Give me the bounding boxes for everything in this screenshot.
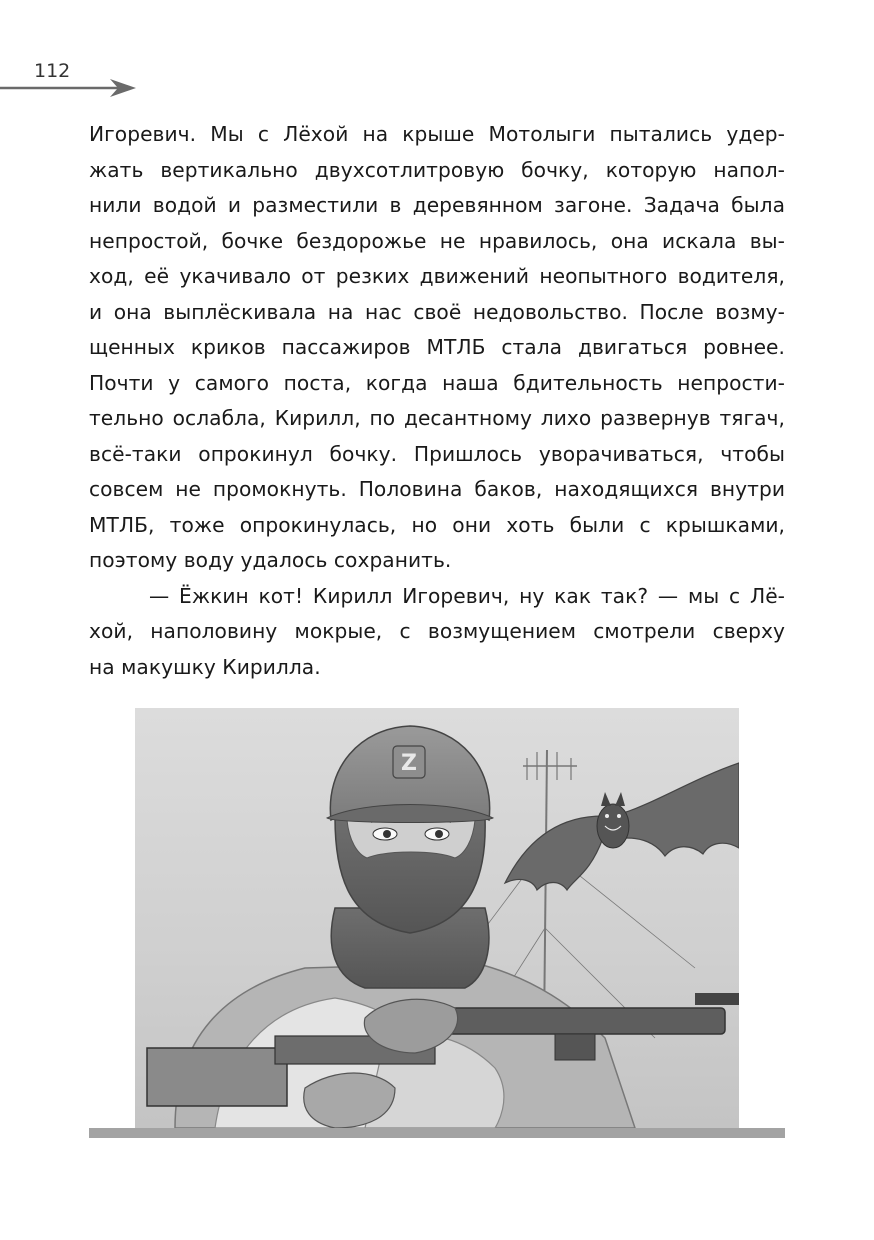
text-line: тельно ослабла, Кирилл, по десантному лихо развернув тягач,: [89, 406, 785, 430]
text-line: и она выплёскивала на нас своё недовольство. После возму-: [89, 299, 785, 324]
body-text: [89, 117, 785, 685]
soldier-drawing: [135, 708, 739, 1128]
text-line: жать вертикально двухсотлитровую бочку, которую напол-: [89, 157, 785, 182]
text-line: поэтому воду удалось сохранить.: [89, 548, 452, 572]
text-line: нили водой и разместили в деревянном загоне. Задача была: [89, 193, 785, 217]
text-line: совсем не промокнуть. Половина баков, находящихся внутри: [89, 477, 785, 501]
text-line: непростой, бочке бездорожье не нравилось, она искала вы-: [89, 228, 785, 253]
badge-letter: Z: [401, 751, 417, 776]
pencil-drawing-illustration: [135, 708, 739, 1128]
arrow-decoration-icon: [0, 74, 140, 100]
text-line: щенных криков пассажиров МТЛБ стала двигаться ровнее.: [89, 335, 785, 359]
text-line: ход, её укачивало от резких движений неопытного водителя,: [89, 264, 785, 288]
text-line: Игоревич. Мы с Лёхой на крыше Мотолыги пытались удер-: [89, 122, 785, 146]
text-line: — Ёжкин кот! Кирилл Игоревич, ну как так? — мы с Лё-: [149, 583, 785, 608]
text-line: МТЛБ, тоже опрокинулась, но они хоть были с крышками,: [89, 512, 785, 537]
text-line: Почти у самого поста, когда наша бдительность непрости-: [89, 370, 785, 395]
bottom-rule: [89, 1128, 785, 1138]
text-line: хой, наполовину мокрые, с возмущением смотрели сверху: [89, 619, 785, 643]
page-number: 112: [34, 60, 71, 82]
text-line: на макушку Кирилла.: [89, 654, 321, 679]
text-line: всё-таки опрокинул бочку. Пришлось уворачиваться, чтобы: [89, 441, 785, 466]
